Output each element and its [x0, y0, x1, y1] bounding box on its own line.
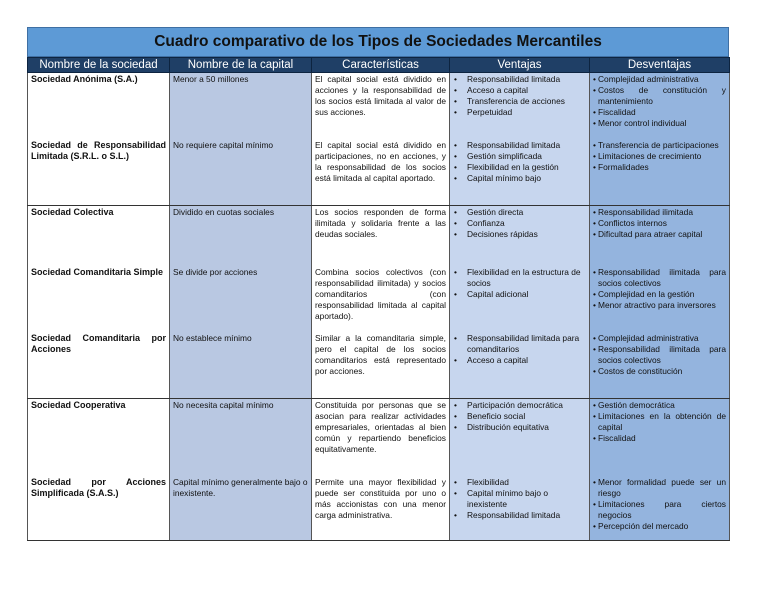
disadvantage-item: • Costos de constitución: [593, 366, 726, 377]
advantage-item: • Perpetuidad: [453, 107, 586, 118]
disadvantage-item: • Limitaciones de crecimiento: [593, 151, 726, 162]
advantages-cell: [450, 206, 590, 267]
disadvantage-item: • Percepción del mercado: [593, 521, 726, 532]
header-name: Nombre de la sociedad: [28, 58, 170, 73]
advantages-cell: [450, 266, 590, 332]
company-name: Sociedad Comanditaria Simple: [28, 266, 170, 332]
advantage-item: • Flexibilidad en la gestión: [453, 162, 586, 173]
advantage-item: • Capital mínimo bajo: [453, 173, 586, 184]
advantages-cell: [450, 73, 590, 140]
company-name: Sociedad Colectiva: [28, 206, 170, 267]
advantage-item: • Gestión directa: [453, 207, 586, 218]
advantage-item: • Distribución equitativa: [453, 422, 586, 433]
document-title: Cuadro comparativo de los Tipos de Sociedades Mercantiles: [27, 27, 729, 57]
disadvantage-item: • Complejidad administrativa: [593, 333, 726, 344]
disadvantage-item: • Responsabilidad ilimitada para socios colectivos: [593, 267, 726, 289]
advantage-item: • Responsabilidad limitada: [453, 140, 586, 151]
disadvantage-item: • Limitaciones en la obtención de capital: [593, 411, 726, 433]
characteristics-cell: El capital social está dividido en acciones y la responsabilidad de los socios está limitada al valor de sus acciones.: [312, 73, 450, 140]
capital-cell: Dividido en cuotas sociales: [170, 206, 312, 267]
company-name: Sociedad Cooperativa: [28, 399, 170, 477]
table-row: [28, 476, 730, 541]
advantages-cell: [450, 399, 590, 477]
advantage-item: • Capital adicional: [453, 289, 586, 300]
advantage-item: • Acceso a capital: [453, 355, 586, 366]
disadvantage-item: • Dificultad para atraer capital: [593, 229, 726, 240]
capital-cell: No establece mínimo: [170, 332, 312, 399]
characteristics-cell: Similar a la comanditaria simple, pero el capital de los socios comanditarios está representado por acciones.: [312, 332, 450, 399]
disadvantages-cell: [590, 399, 730, 477]
advantage-item: • Responsabilidad limitada: [453, 510, 586, 521]
disadvantage-item: • Conflictos internos: [593, 218, 726, 229]
capital-cell: Capital mínimo generalmente bajo o inexistente.: [170, 476, 312, 541]
disadvantage-item: • Formalidades: [593, 162, 726, 173]
advantage-item: • Capital mínimo bajo o inexistente: [453, 488, 586, 510]
characteristics-cell: Combina socios colectivos (con responsabilidad ilimitada) y socios comanditarios (con responsabilidad limitada al capital aportado).: [312, 266, 450, 332]
disadvantage-item: • Complejidad administrativa: [593, 74, 726, 85]
disadvantages-cell: [590, 139, 730, 206]
advantage-item: • Decisiones rápidas: [453, 229, 586, 240]
disadvantage-item: • Costos de constitución y mantenimiento: [593, 85, 726, 107]
disadvantages-cell: [590, 73, 730, 140]
capital-cell: Se divide por acciones: [170, 266, 312, 332]
table-row: [28, 206, 730, 267]
company-name: Sociedad de Responsabilidad Limitada (S.R.L. o S.L.): [28, 139, 170, 206]
advantage-item: • Acceso a capital: [453, 85, 586, 96]
disadvantage-item: • Responsabilidad ilimitada: [593, 207, 726, 218]
disadvantages-cell: [590, 332, 730, 399]
comparison-document: [27, 27, 729, 541]
disadvantage-item: • Menor control individual: [593, 118, 726, 129]
table-row: [28, 266, 730, 332]
advantage-item: • Flexibilidad en la estructura de socios: [453, 267, 586, 289]
disadvantage-item: • Limitaciones para ciertos negocios: [593, 499, 726, 521]
advantage-item: • Participación democrática: [453, 400, 586, 411]
disadvantages-cell: [590, 206, 730, 267]
advantage-item: • Beneficio social: [453, 411, 586, 422]
table-row: [28, 139, 730, 206]
disadvantage-item: • Responsabilidad ilimitada para socios colectivos: [593, 344, 726, 366]
disadvantage-item: • Menor formalidad puede ser un riesgo: [593, 477, 726, 499]
advantages-cell: [450, 139, 590, 206]
advantages-cell: [450, 476, 590, 541]
company-name: Sociedad por Acciones Simplificada (S.A.S.): [28, 476, 170, 541]
disadvantage-item: • Transferencia de participaciones: [593, 140, 726, 151]
capital-cell: Menor a 50 millones: [170, 73, 312, 140]
company-name: Sociedad Comanditaria por Acciones: [28, 332, 170, 399]
header-ventajas: Ventajas: [450, 58, 590, 73]
disadvantage-item: • Fiscalidad: [593, 107, 726, 118]
disadvantages-cell: [590, 476, 730, 541]
advantage-item: • Confianza: [453, 218, 586, 229]
characteristics-cell: Permite una mayor flexibilidad y puede ser constituida por uno o más accionistas con una menor carga administrativa.: [312, 476, 450, 541]
advantage-item: • Flexibilidad: [453, 477, 586, 488]
disadvantages-cell: [590, 266, 730, 332]
header-desventajas: Desventajas: [590, 58, 730, 73]
disadvantage-item: • Complejidad en la gestión: [593, 289, 726, 300]
table-row: [28, 399, 730, 477]
advantage-item: • Responsabilidad limitada para comanditarios: [453, 333, 586, 355]
comparison-table: [27, 57, 730, 541]
header-capital: Nombre de la capital: [170, 58, 312, 73]
disadvantage-item: • Menor atractivo para inversores: [593, 300, 726, 311]
table-row: [28, 73, 730, 140]
table-row: [28, 332, 730, 399]
header-caracteristicas: Características: [312, 58, 450, 73]
characteristics-cell: El capital social está dividido en participaciones, no en acciones, y la responsabilidad de los socios está limitada al capital aportado.: [312, 139, 450, 206]
capital-cell: No necesita capital mínimo: [170, 399, 312, 477]
capital-cell: No requiere capital mínimo: [170, 139, 312, 206]
advantages-cell: [450, 332, 590, 399]
characteristics-cell: Constituida por personas que se asocian para realizar actividades empresariales, orientadas al bien común y repartiendo beneficios equitativamente.: [312, 399, 450, 477]
advantage-item: • Gestión simplificada: [453, 151, 586, 162]
header-row: [28, 58, 730, 73]
disadvantage-item: • Gestión democrática: [593, 400, 726, 411]
advantage-item: • Responsabilidad limitada: [453, 74, 586, 85]
disadvantage-item: • Fiscalidad: [593, 433, 726, 444]
characteristics-cell: Los socios responden de forma ilimitada y solidaria frente a las deudas sociales.: [312, 206, 450, 267]
advantage-item: • Transferencia de acciones: [453, 96, 586, 107]
company-name: Sociedad Anónima (S.A.): [28, 73, 170, 140]
